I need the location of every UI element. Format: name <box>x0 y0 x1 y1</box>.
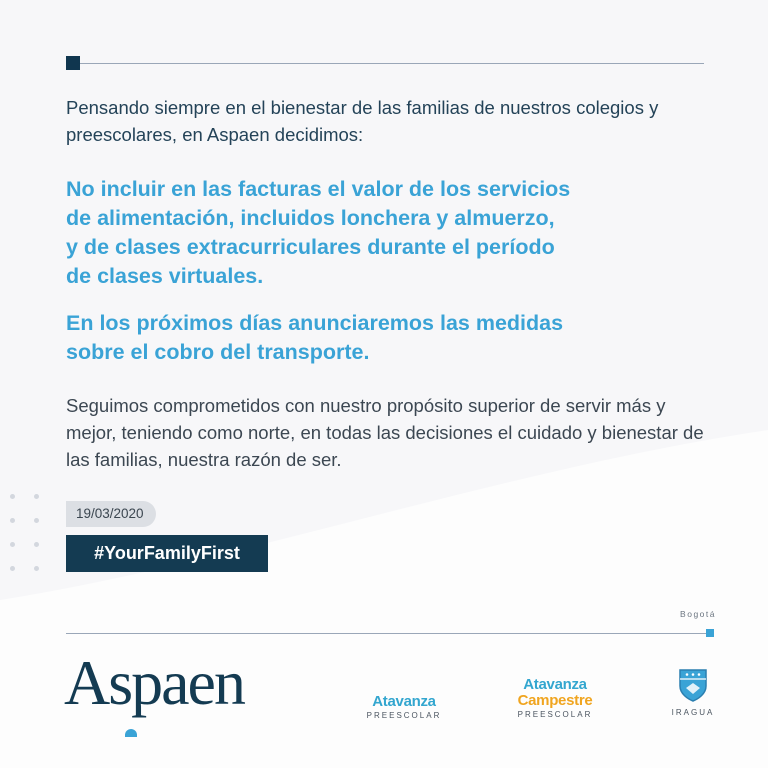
campestre-logo-name-1: Atavanza <box>523 676 587 693</box>
iragua-logo <box>664 668 722 719</box>
atavanza-logo-sub: PREESCOLAR <box>366 711 442 720</box>
atavanza-campestre-logo <box>500 677 610 721</box>
highlight-billing: No incluir en las facturas el valor de los servicios de alimentación, incluidos lonchera y almuerzo, y de clases extracurriculares durante el período de clases virtuales. <box>66 177 571 288</box>
commitment-text: Seguimos comprometidos con nuestro propósito superior de servir más y mejor, teniendo como norte, en todas las decisiones el cuidado y bienestar de las familias, nuestra razón de ser. <box>66 395 704 470</box>
campestre-logo-sub: PREESCOLAR <box>517 710 593 719</box>
date-badge: 19/03/2020 <box>66 501 156 527</box>
divider-square <box>66 56 80 70</box>
divider-line <box>80 63 704 64</box>
divider-line <box>66 633 706 634</box>
atavanza-logo-name: Atavanza <box>372 693 436 710</box>
intro-text: Pensando siempre en el bienestar de las familias de nuestros colegios y preescolares, en Aspaen decidimos: <box>66 97 659 145</box>
bottom-divider <box>66 629 714 637</box>
divider-square <box>706 629 714 637</box>
iragua-logo-sub: IRAGUA <box>671 708 715 717</box>
aspaen-logo: Aspaen <box>64 647 244 718</box>
highlight-transport: En los próximos días anunciaremos las medidas sobre el cobro del transporte. <box>66 311 564 364</box>
aspaen-logo-dot <box>125 729 137 737</box>
shield-crest-icon <box>678 668 708 702</box>
campestre-logo-name-2: Campestre <box>517 692 593 709</box>
hashtag-label: #YourFamilyFirst <box>66 535 268 572</box>
top-divider <box>66 56 704 70</box>
city-label: Bogotá <box>680 609 716 619</box>
atavanza-logo <box>356 693 452 722</box>
